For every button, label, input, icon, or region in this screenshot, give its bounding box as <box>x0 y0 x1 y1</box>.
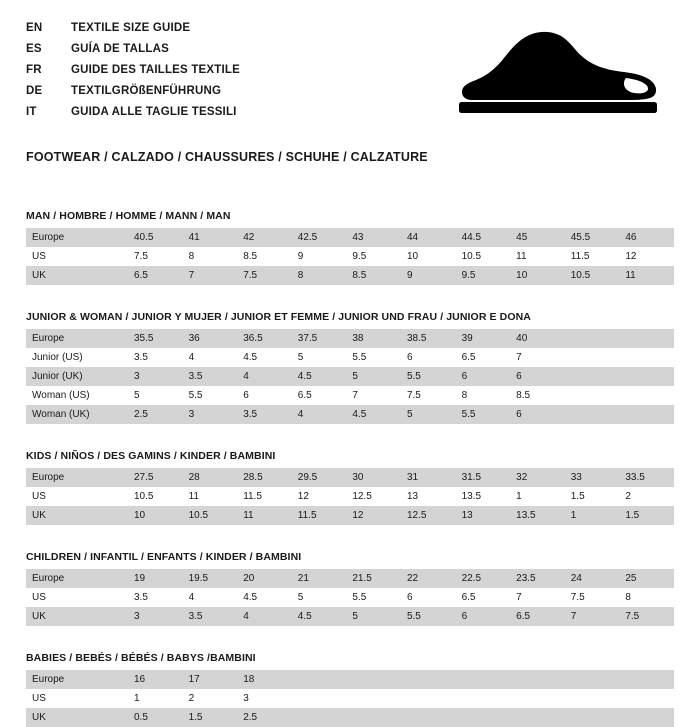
cell: 6.5 <box>456 348 511 367</box>
cell <box>565 386 620 405</box>
cell: 5.5 <box>346 588 401 607</box>
cell: 17 <box>183 670 238 689</box>
section-title: BABIES / BEBÉS / BÉBÉS / BABYS /BAMBINI <box>26 652 256 664</box>
cell: 42.5 <box>292 228 347 247</box>
cell: 7 <box>510 588 565 607</box>
cell: 6.5 <box>292 386 347 405</box>
table-row <box>26 487 674 506</box>
cell: 1 <box>565 506 620 525</box>
cell: 10.5 <box>565 266 620 285</box>
cell: 7.5 <box>565 588 620 607</box>
language-title: GUÍA DE TALLAS <box>71 43 169 55</box>
cell: 27.5 <box>128 468 183 487</box>
cell: 12 <box>292 487 347 506</box>
table-row <box>26 670 674 689</box>
cell: 43 <box>346 228 401 247</box>
cell: 8 <box>619 588 674 607</box>
table-row <box>26 569 674 588</box>
cell: 4 <box>237 607 292 626</box>
cell: 10 <box>510 266 565 285</box>
table-row <box>26 228 674 247</box>
row-label: Europe <box>26 228 128 247</box>
cell: 6 <box>237 386 292 405</box>
cell <box>619 367 674 386</box>
cell: 37.5 <box>292 329 347 348</box>
row-label: US <box>26 689 128 708</box>
cell: 7.5 <box>237 266 292 285</box>
cell: 4.5 <box>346 405 401 424</box>
language-code: FR <box>26 64 42 76</box>
cell <box>619 689 674 708</box>
size-table-junior-woman <box>26 329 674 424</box>
table-row <box>26 506 674 525</box>
cell: 9 <box>401 266 456 285</box>
cell: 1.5 <box>565 487 620 506</box>
row-label: UK <box>26 506 128 525</box>
cell: 6 <box>456 367 511 386</box>
cell: 10 <box>128 506 183 525</box>
cell: 24 <box>565 569 620 588</box>
row-label: Woman (UK) <box>26 405 128 424</box>
cell: 4.5 <box>292 367 347 386</box>
cell: 5 <box>292 348 347 367</box>
cell <box>565 348 620 367</box>
cell: 5.5 <box>401 367 456 386</box>
cell: 16 <box>128 670 183 689</box>
cell: 11.5 <box>292 506 347 525</box>
cell: 40.5 <box>128 228 183 247</box>
cell <box>292 708 347 727</box>
cell <box>565 689 620 708</box>
cell: 8.5 <box>237 247 292 266</box>
cell: 8 <box>456 386 511 405</box>
language-row <box>26 64 446 85</box>
cell <box>619 348 674 367</box>
cell: 4 <box>237 367 292 386</box>
cell: 1 <box>510 487 565 506</box>
section-junior-woman <box>26 311 674 424</box>
row-label: Junior (UK) <box>26 367 128 386</box>
language-code: EN <box>26 22 43 34</box>
cell: 6.5 <box>456 588 511 607</box>
cell: 6 <box>401 348 456 367</box>
cell: 32 <box>510 468 565 487</box>
cell: 3.5 <box>128 348 183 367</box>
table-row <box>26 708 674 727</box>
cell <box>346 708 401 727</box>
size-table-kids <box>26 468 674 525</box>
cell: 6 <box>510 405 565 424</box>
cell: 5.5 <box>456 405 511 424</box>
row-label: US <box>26 588 128 607</box>
cell: 44 <box>401 228 456 247</box>
table-row <box>26 266 674 285</box>
cell: 8.5 <box>510 386 565 405</box>
cell: 36 <box>183 329 238 348</box>
cell <box>292 670 347 689</box>
row-label: Woman (US) <box>26 386 128 405</box>
section-kids <box>26 450 674 525</box>
language-row <box>26 43 446 64</box>
cell: 11.5 <box>237 487 292 506</box>
dress-shoe-icon <box>444 28 664 120</box>
row-label: UK <box>26 607 128 626</box>
cell: 12 <box>619 247 674 266</box>
cell <box>565 708 620 727</box>
language-code: ES <box>26 43 42 55</box>
cell: 41 <box>183 228 238 247</box>
cell: 3.5 <box>237 405 292 424</box>
cell <box>401 689 456 708</box>
cell: 11 <box>183 487 238 506</box>
cell: 46 <box>619 228 674 247</box>
cell: 5.5 <box>401 607 456 626</box>
table-row <box>26 607 674 626</box>
cell: 9 <box>292 247 347 266</box>
cell <box>346 689 401 708</box>
cell <box>510 689 565 708</box>
cell: 13.5 <box>456 487 511 506</box>
cell: 8.5 <box>346 266 401 285</box>
cell: 3.5 <box>183 367 238 386</box>
cell: 45 <box>510 228 565 247</box>
cell: 0.5 <box>128 708 183 727</box>
cell: 8 <box>183 247 238 266</box>
size-table-children <box>26 569 674 626</box>
language-code: IT <box>26 106 37 118</box>
cell: 28.5 <box>237 468 292 487</box>
cell: 21 <box>292 569 347 588</box>
cell: 38 <box>346 329 401 348</box>
cell: 25 <box>619 569 674 588</box>
table-row <box>26 468 674 487</box>
size-table-man <box>26 228 674 285</box>
cell <box>292 689 347 708</box>
category-title: FOOTWEAR / CALZADO / CHAUSSURES / SCHUHE / CALZATURE <box>26 150 428 164</box>
cell <box>619 329 674 348</box>
cell <box>456 708 511 727</box>
cell: 3.5 <box>183 607 238 626</box>
cell: 33 <box>565 468 620 487</box>
cell: 28 <box>183 468 238 487</box>
cell: 7.5 <box>619 607 674 626</box>
row-label: US <box>26 247 128 266</box>
section-title: KIDS / NIÑOS / DES GAMINS / KINDER / BAMBINI <box>26 450 276 462</box>
row-label: US <box>26 487 128 506</box>
cell: 3 <box>128 367 183 386</box>
section-man <box>26 210 674 285</box>
cell: 6 <box>510 367 565 386</box>
cell: 30 <box>346 468 401 487</box>
cell: 13 <box>456 506 511 525</box>
language-row <box>26 22 446 43</box>
cell: 22 <box>401 569 456 588</box>
cell: 6 <box>401 588 456 607</box>
section-title: JUNIOR & WOMAN / JUNIOR Y MUJER / JUNIOR ET FEMME / JUNIOR UND FRAU / JUNIOR E DONA <box>26 311 531 323</box>
cell: 9.5 <box>346 247 401 266</box>
cell <box>401 670 456 689</box>
cell: 2.5 <box>128 405 183 424</box>
cell: 7 <box>510 348 565 367</box>
cell: 12.5 <box>401 506 456 525</box>
size-table-babies <box>26 670 674 727</box>
section-title: CHILDREN / INFANTIL / ENFANTS / KINDER / BAMBINI <box>26 551 302 563</box>
table-row <box>26 689 674 708</box>
cell: 5.5 <box>346 348 401 367</box>
cell: 40 <box>510 329 565 348</box>
cell: 6.5 <box>510 607 565 626</box>
cell: 7 <box>565 607 620 626</box>
section-children <box>26 551 674 626</box>
cell: 3 <box>128 607 183 626</box>
cell: 7.5 <box>401 386 456 405</box>
cell: 4.5 <box>292 607 347 626</box>
language-title: GUIDA ALLE TAGLIE TESSILI <box>71 106 237 118</box>
cell: 20 <box>237 569 292 588</box>
cell: 11 <box>619 266 674 285</box>
cell: 29.5 <box>292 468 347 487</box>
row-label: UK <box>26 266 128 285</box>
cell: 7 <box>183 266 238 285</box>
section-title: MAN / HOMBRE / HOMME / MANN / MAN <box>26 210 231 222</box>
cell: 5 <box>401 405 456 424</box>
cell: 1.5 <box>183 708 238 727</box>
cell <box>565 670 620 689</box>
cell: 35.5 <box>128 329 183 348</box>
cell: 1.5 <box>619 506 674 525</box>
table-row <box>26 386 674 405</box>
row-label: Europe <box>26 670 128 689</box>
table-row <box>26 247 674 266</box>
cell: 5 <box>128 386 183 405</box>
table-row <box>26 405 674 424</box>
cell: 33.5 <box>619 468 674 487</box>
language-code: DE <box>26 85 43 97</box>
cell: 4.5 <box>237 588 292 607</box>
cell <box>456 670 511 689</box>
cell: 6.5 <box>128 266 183 285</box>
language-title: TEXTILE SIZE GUIDE <box>71 22 191 34</box>
cell: 5.5 <box>183 386 238 405</box>
cell: 5 <box>346 367 401 386</box>
cell: 7 <box>346 386 401 405</box>
cell <box>401 708 456 727</box>
cell: 2 <box>183 689 238 708</box>
cell: 3 <box>237 689 292 708</box>
table-row <box>26 329 674 348</box>
row-label: UK <box>26 708 128 727</box>
cell: 3 <box>183 405 238 424</box>
cell <box>565 329 620 348</box>
cell: 7.5 <box>128 247 183 266</box>
cell: 18 <box>237 670 292 689</box>
cell: 44.5 <box>456 228 511 247</box>
cell: 21.5 <box>346 569 401 588</box>
language-title: GUIDE DES TAILLES TEXTILE <box>71 64 240 76</box>
cell <box>510 708 565 727</box>
cell: 3.5 <box>128 588 183 607</box>
cell: 31.5 <box>456 468 511 487</box>
cell: 36.5 <box>237 329 292 348</box>
cell: 2.5 <box>237 708 292 727</box>
cell: 11 <box>510 247 565 266</box>
cell: 11.5 <box>565 247 620 266</box>
cell: 19 <box>128 569 183 588</box>
cell: 38.5 <box>401 329 456 348</box>
cell: 10 <box>401 247 456 266</box>
cell <box>456 689 511 708</box>
cell: 4.5 <box>237 348 292 367</box>
cell: 10.5 <box>128 487 183 506</box>
language-row <box>26 85 446 106</box>
table-row <box>26 348 674 367</box>
cell: 42 <box>237 228 292 247</box>
cell: 45.5 <box>565 228 620 247</box>
section-babies <box>26 652 674 727</box>
row-label: Europe <box>26 468 128 487</box>
table-row <box>26 367 674 386</box>
row-label: Europe <box>26 569 128 588</box>
language-row <box>26 106 446 127</box>
cell: 23.5 <box>510 569 565 588</box>
cell: 12 <box>346 506 401 525</box>
cell: 13.5 <box>510 506 565 525</box>
cell: 8 <box>292 266 347 285</box>
cell <box>619 708 674 727</box>
cell: 2 <box>619 487 674 506</box>
cell <box>565 405 620 424</box>
cell: 4 <box>183 348 238 367</box>
cell <box>619 670 674 689</box>
cell: 31 <box>401 468 456 487</box>
cell: 6 <box>456 607 511 626</box>
document-header <box>26 22 674 134</box>
cell: 10.5 <box>456 247 511 266</box>
cell: 4 <box>183 588 238 607</box>
cell: 13 <box>401 487 456 506</box>
cell: 1 <box>128 689 183 708</box>
cell: 9.5 <box>456 266 511 285</box>
cell <box>510 670 565 689</box>
cell: 19.5 <box>183 569 238 588</box>
cell: 11 <box>237 506 292 525</box>
row-label: Junior (US) <box>26 348 128 367</box>
cell: 10.5 <box>183 506 238 525</box>
table-row <box>26 588 674 607</box>
language-title: TEXTILGRÖßENFÜHRUNG <box>71 85 222 97</box>
cell <box>565 367 620 386</box>
cell: 12.5 <box>346 487 401 506</box>
cell <box>619 386 674 405</box>
cell: 22.5 <box>456 569 511 588</box>
cell: 5 <box>346 607 401 626</box>
cell: 39 <box>456 329 511 348</box>
cell <box>346 670 401 689</box>
row-label: Europe <box>26 329 128 348</box>
cell <box>619 405 674 424</box>
language-title-list <box>26 22 446 127</box>
cell: 5 <box>292 588 347 607</box>
cell: 4 <box>292 405 347 424</box>
